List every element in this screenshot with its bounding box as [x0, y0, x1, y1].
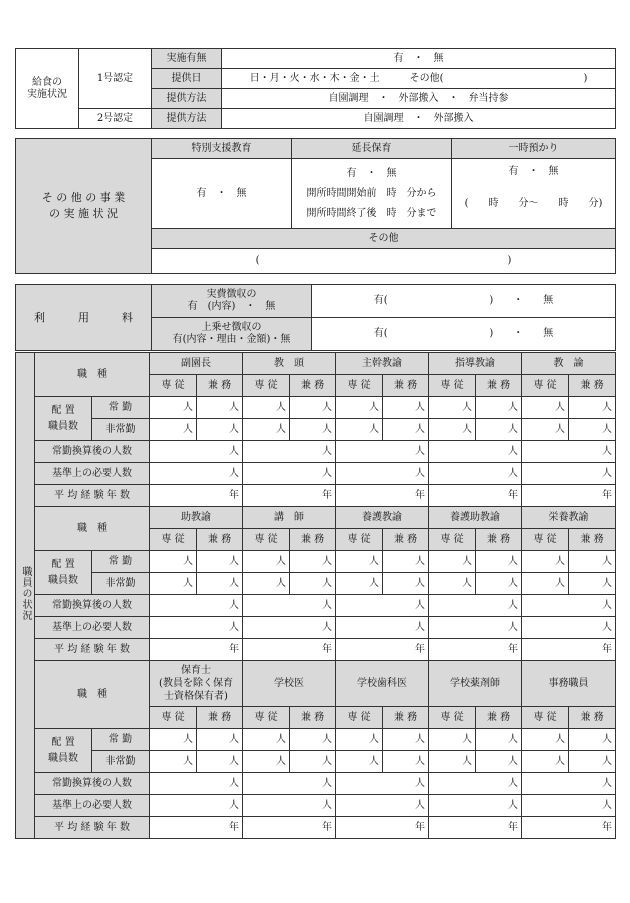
person-count-cell[interactable]: 人 — [336, 729, 383, 751]
kenmu-header: 兼 務 — [290, 529, 336, 551]
job-title: 事務職員 — [522, 661, 616, 707]
person-count-cell[interactable]: 人 — [336, 751, 383, 773]
person-count-cell[interactable]: 人 — [383, 419, 429, 441]
job-title: 教 頭 — [243, 353, 336, 375]
person-count-cell[interactable]: 人 — [290, 397, 336, 419]
person-count-cell[interactable]: 人 — [150, 573, 197, 595]
fee-title: 利 用 料 — [16, 285, 152, 351]
summary-cell[interactable]: 年 — [336, 817, 429, 839]
temporary-care-cell — [452, 159, 616, 229]
kenmu-header: 兼 務 — [569, 529, 616, 551]
person-count-cell[interactable]: 人 — [429, 729, 476, 751]
row-value: 日・月・火・水・木・金・土 その他( ) — [222, 69, 616, 89]
person-count-cell[interactable]: 人 — [290, 551, 336, 573]
kijun-label: 基準上の必要人数 — [35, 463, 150, 485]
fee-value: 有( ) ・ 無 — [312, 318, 616, 351]
kenmu-header: 兼 務 — [197, 375, 243, 397]
row-value: 自園調理 ・ 外部搬入 — [222, 109, 616, 129]
person-count-cell[interactable]: 人 — [150, 397, 197, 419]
other-value: ( ) — [152, 249, 616, 274]
person-count-cell[interactable]: 人 — [476, 397, 522, 419]
summary-cell[interactable]: 年 — [336, 485, 429, 507]
row-label: 提供方法 — [152, 89, 222, 109]
jokin-label: 常 勤 — [92, 551, 150, 573]
person-count-cell[interactable]: 人 — [476, 573, 522, 595]
special-needs-value: 有 ・ 無 — [152, 159, 292, 229]
job-title: 学校歯科医 — [336, 661, 429, 707]
keiken-label: 平 均 経 験 年 数 — [35, 485, 150, 507]
senju-header: 専 従 — [429, 707, 476, 729]
extended-care-before: 開所時間開始前 時 分から — [306, 187, 437, 199]
summary-cell[interactable]: 人 — [150, 595, 243, 617]
other-label: その他 — [152, 229, 616, 249]
row-label: 提供方法 — [152, 109, 222, 129]
extended-care-cell — [292, 159, 452, 229]
person-count-cell[interactable]: 人 — [336, 551, 383, 573]
other-services-table — [15, 138, 616, 274]
summary-cell[interactable]: 人 — [336, 441, 429, 463]
summary-cell[interactable]: 人 — [336, 463, 429, 485]
senju-header: 専 従 — [522, 707, 569, 729]
person-count-cell[interactable]: 人 — [383, 729, 429, 751]
senju-header: 専 従 — [243, 375, 290, 397]
summary-cell[interactable]: 人 — [429, 595, 522, 617]
kenmu-header: 兼 務 — [476, 707, 522, 729]
kenmu-header: 兼 務 — [383, 529, 429, 551]
summary-cell[interactable]: 人 — [336, 773, 429, 795]
job-title: 保育士 (教員を除く保育 士資格保有者) — [150, 661, 243, 707]
extended-care-after: 開所時間終了後 時 分まで — [306, 207, 437, 219]
summary-cell[interactable]: 年 — [243, 817, 336, 839]
job-title: 養護教諭 — [336, 507, 429, 529]
person-count-cell[interactable]: 人 — [383, 397, 429, 419]
job-title: 教 論 — [522, 353, 616, 375]
person-count-cell[interactable]: 人 — [243, 397, 290, 419]
kenmu-header: 兼 務 — [290, 375, 336, 397]
summary-cell[interactable]: 人 — [429, 441, 522, 463]
staff-side-label-text: 職員の状況 — [20, 566, 31, 621]
summary-cell[interactable]: 人 — [150, 773, 243, 795]
meal-table — [15, 48, 616, 129]
meal-section-title: 給食の 実施状況 — [16, 49, 79, 129]
senju-header: 専 従 — [336, 375, 383, 397]
person-count-cell[interactable]: 人 — [197, 729, 243, 751]
job-title: 学校医 — [243, 661, 336, 707]
person-count-cell[interactable]: 人 — [336, 573, 383, 595]
person-count-cell[interactable]: 人 — [569, 729, 616, 751]
summary-cell[interactable]: 人 — [150, 463, 243, 485]
shokushu-label: 職 種 — [35, 507, 150, 551]
summary-cell[interactable]: 人 — [522, 441, 616, 463]
summary-cell[interactable]: 人 — [243, 595, 336, 617]
person-count-cell[interactable]: 人 — [197, 397, 243, 419]
summary-cell[interactable]: 人 — [429, 773, 522, 795]
person-count-cell[interactable]: 人 — [522, 419, 569, 441]
job-title: 栄養教諭 — [522, 507, 616, 529]
hijokin-label: 非常勤 — [92, 573, 150, 595]
senju-header: 専 従 — [150, 529, 197, 551]
row-label: 実施有無 — [152, 49, 222, 69]
kenmu-header: 兼 務 — [197, 707, 243, 729]
summary-cell[interactable]: 人 — [522, 617, 616, 639]
summary-cell[interactable]: 年 — [150, 817, 243, 839]
summary-cell[interactable]: 人 — [243, 773, 336, 795]
kijun-label: 基準上の必要人数 — [35, 617, 150, 639]
person-count-cell[interactable]: 人 — [569, 551, 616, 573]
senju-header: 専 従 — [243, 529, 290, 551]
senju-header: 専 従 — [336, 529, 383, 551]
senju-header: 専 従 — [429, 375, 476, 397]
summary-cell[interactable]: 人 — [243, 617, 336, 639]
summary-cell[interactable]: 年 — [429, 485, 522, 507]
summary-cell[interactable]: 人 — [429, 463, 522, 485]
row-label: 提供日 — [152, 69, 222, 89]
job-title: 助教諭 — [150, 507, 243, 529]
summary-cell[interactable]: 人 — [336, 795, 429, 817]
job-title: 指導教諭 — [429, 353, 522, 375]
senju-header: 専 従 — [429, 529, 476, 551]
fee-label: 実費徴収の 有 (内容) ・ 無 — [152, 285, 312, 318]
person-count-cell[interactable]: 人 — [336, 397, 383, 419]
summary-cell[interactable]: 人 — [336, 617, 429, 639]
summary-cell[interactable]: 人 — [243, 795, 336, 817]
summary-cell[interactable]: 年 — [336, 639, 429, 661]
summary-cell[interactable]: 人 — [429, 617, 522, 639]
summary-cell[interactable]: 年 — [522, 485, 616, 507]
person-count-cell[interactable]: 人 — [336, 419, 383, 441]
kansan-label: 常勤換算後の人数 — [35, 595, 150, 617]
summary-cell[interactable]: 人 — [243, 441, 336, 463]
person-count-cell[interactable]: 人 — [522, 573, 569, 595]
extended-care-yesno: 有 ・ 無 — [346, 167, 397, 179]
person-count-cell[interactable]: 人 — [429, 751, 476, 773]
person-count-cell[interactable]: 人 — [150, 751, 197, 773]
person-count-cell[interactable]: 人 — [243, 573, 290, 595]
person-count-cell[interactable]: 人 — [383, 551, 429, 573]
temporary-care-time: ( 時 分～ 時 分) — [464, 198, 603, 209]
kenmu-header: 兼 務 — [476, 375, 522, 397]
col-header: 延長保育 — [292, 139, 452, 159]
summary-cell[interactable]: 人 — [150, 441, 243, 463]
kenmu-header: 兼 務 — [383, 707, 429, 729]
jokin-label: 常 勤 — [92, 729, 150, 751]
other-services-title: そ の 他 の 事 業 の 実 施 状 況 — [16, 139, 152, 274]
person-count-cell[interactable]: 人 — [569, 397, 616, 419]
job-title: 学校薬剤師 — [429, 661, 522, 707]
col-header: 一時預かり — [452, 139, 616, 159]
person-count-cell[interactable]: 人 — [569, 751, 616, 773]
senju-header: 専 従 — [150, 375, 197, 397]
person-count-cell[interactable]: 人 — [476, 729, 522, 751]
staff-table — [15, 352, 616, 839]
fee-table — [15, 284, 616, 351]
summary-cell[interactable]: 年 — [429, 639, 522, 661]
person-count-cell[interactable]: 人 — [429, 397, 476, 419]
person-count-cell[interactable]: 人 — [569, 573, 616, 595]
job-title: 主幹教諭 — [336, 353, 429, 375]
temporary-care-yesno: 有 ・ 無 — [508, 166, 559, 177]
person-count-cell[interactable]: 人 — [569, 419, 616, 441]
nintei1-label: 1号認定 — [79, 49, 152, 109]
summary-cell[interactable]: 人 — [522, 463, 616, 485]
shokushu-label: 職 種 — [35, 661, 150, 729]
summary-cell[interactable]: 年 — [150, 639, 243, 661]
summary-cell[interactable]: 人 — [336, 595, 429, 617]
job-title: 講 師 — [243, 507, 336, 529]
person-count-cell[interactable]: 人 — [290, 573, 336, 595]
person-count-cell[interactable]: 人 — [383, 751, 429, 773]
row-value: 有 ・ 無 — [222, 49, 616, 69]
haichi-label: 配 置 職員数 — [35, 397, 92, 441]
person-count-cell[interactable]: 人 — [243, 419, 290, 441]
kansan-label: 常勤換算後の人数 — [35, 773, 150, 795]
kenmu-header: 兼 務 — [569, 707, 616, 729]
haichi-label: 配 置 職員数 — [35, 729, 92, 773]
senju-header: 専 従 — [522, 529, 569, 551]
hijokin-label: 非常勤 — [92, 751, 150, 773]
kenmu-header: 兼 務 — [197, 529, 243, 551]
senju-header: 専 従 — [150, 707, 197, 729]
summary-cell[interactable]: 人 — [429, 795, 522, 817]
summary-cell[interactable]: 人 — [243, 463, 336, 485]
kenmu-header: 兼 務 — [290, 707, 336, 729]
person-count-cell[interactable]: 人 — [429, 551, 476, 573]
fee-value: 有( ) ・ 無 — [312, 285, 616, 318]
senju-header: 専 従 — [522, 375, 569, 397]
kijun-label: 基準上の必要人数 — [35, 795, 150, 817]
summary-cell[interactable]: 人 — [150, 795, 243, 817]
person-count-cell[interactable]: 人 — [197, 751, 243, 773]
person-count-cell[interactable]: 人 — [429, 573, 476, 595]
staff-side-label — [16, 353, 35, 839]
kenmu-header: 兼 務 — [569, 375, 616, 397]
kansan-label: 常勤換算後の人数 — [35, 441, 150, 463]
summary-cell[interactable]: 年 — [243, 639, 336, 661]
haichi-label: 配 置 職員数 — [35, 551, 92, 595]
kenmu-header: 兼 務 — [383, 375, 429, 397]
person-count-cell[interactable]: 人 — [150, 729, 197, 751]
person-count-cell[interactable]: 人 — [522, 729, 569, 751]
person-count-cell[interactable]: 人 — [522, 751, 569, 773]
summary-cell[interactable]: 人 — [522, 795, 616, 817]
kenmu-header: 兼 務 — [476, 529, 522, 551]
row-value: 自園調理 ・ 外部搬入 ・ 弁当持参 — [222, 89, 616, 109]
person-count-cell[interactable]: 人 — [522, 397, 569, 419]
person-count-cell[interactable]: 人 — [290, 419, 336, 441]
summary-cell[interactable]: 年 — [150, 485, 243, 507]
person-count-cell[interactable]: 人 — [150, 419, 197, 441]
summary-cell[interactable]: 年 — [522, 639, 616, 661]
person-count-cell[interactable]: 人 — [290, 729, 336, 751]
keiken-label: 平 均 経 験 年 数 — [35, 639, 150, 661]
person-count-cell[interactable]: 人 — [243, 751, 290, 773]
person-count-cell[interactable]: 人 — [197, 551, 243, 573]
person-count-cell[interactable]: 人 — [522, 551, 569, 573]
person-count-cell[interactable]: 人 — [197, 573, 243, 595]
fee-label: 上乗せ徴収の 有(内容・理由・金額)・無 — [152, 318, 312, 351]
shokushu-label: 職 種 — [35, 353, 150, 397]
summary-cell[interactable]: 人 — [522, 595, 616, 617]
person-count-cell[interactable]: 人 — [197, 419, 243, 441]
summary-cell[interactable]: 年 — [522, 817, 616, 839]
person-count-cell[interactable]: 人 — [243, 729, 290, 751]
summary-cell[interactable]: 年 — [429, 817, 522, 839]
person-count-cell[interactable]: 人 — [476, 419, 522, 441]
summary-cell[interactable]: 年 — [243, 485, 336, 507]
senju-header: 専 従 — [336, 707, 383, 729]
senju-header: 専 従 — [243, 707, 290, 729]
hijokin-label: 非常勤 — [92, 419, 150, 441]
person-count-cell[interactable]: 人 — [383, 573, 429, 595]
col-header: 特別支援教育 — [152, 139, 292, 159]
person-count-cell[interactable]: 人 — [476, 551, 522, 573]
job-title: 副園長 — [150, 353, 243, 375]
nintei2-label: 2号認定 — [79, 109, 152, 129]
summary-cell[interactable]: 人 — [150, 617, 243, 639]
summary-cell[interactable]: 人 — [522, 773, 616, 795]
keiken-label: 平 均 経 験 年 数 — [35, 817, 150, 839]
jokin-label: 常 勤 — [92, 397, 150, 419]
job-title: 養護助教諭 — [429, 507, 522, 529]
person-count-cell[interactable]: 人 — [429, 419, 476, 441]
person-count-cell[interactable]: 人 — [150, 551, 197, 573]
person-count-cell[interactable]: 人 — [290, 751, 336, 773]
person-count-cell[interactable]: 人 — [476, 751, 522, 773]
person-count-cell[interactable]: 人 — [243, 551, 290, 573]
